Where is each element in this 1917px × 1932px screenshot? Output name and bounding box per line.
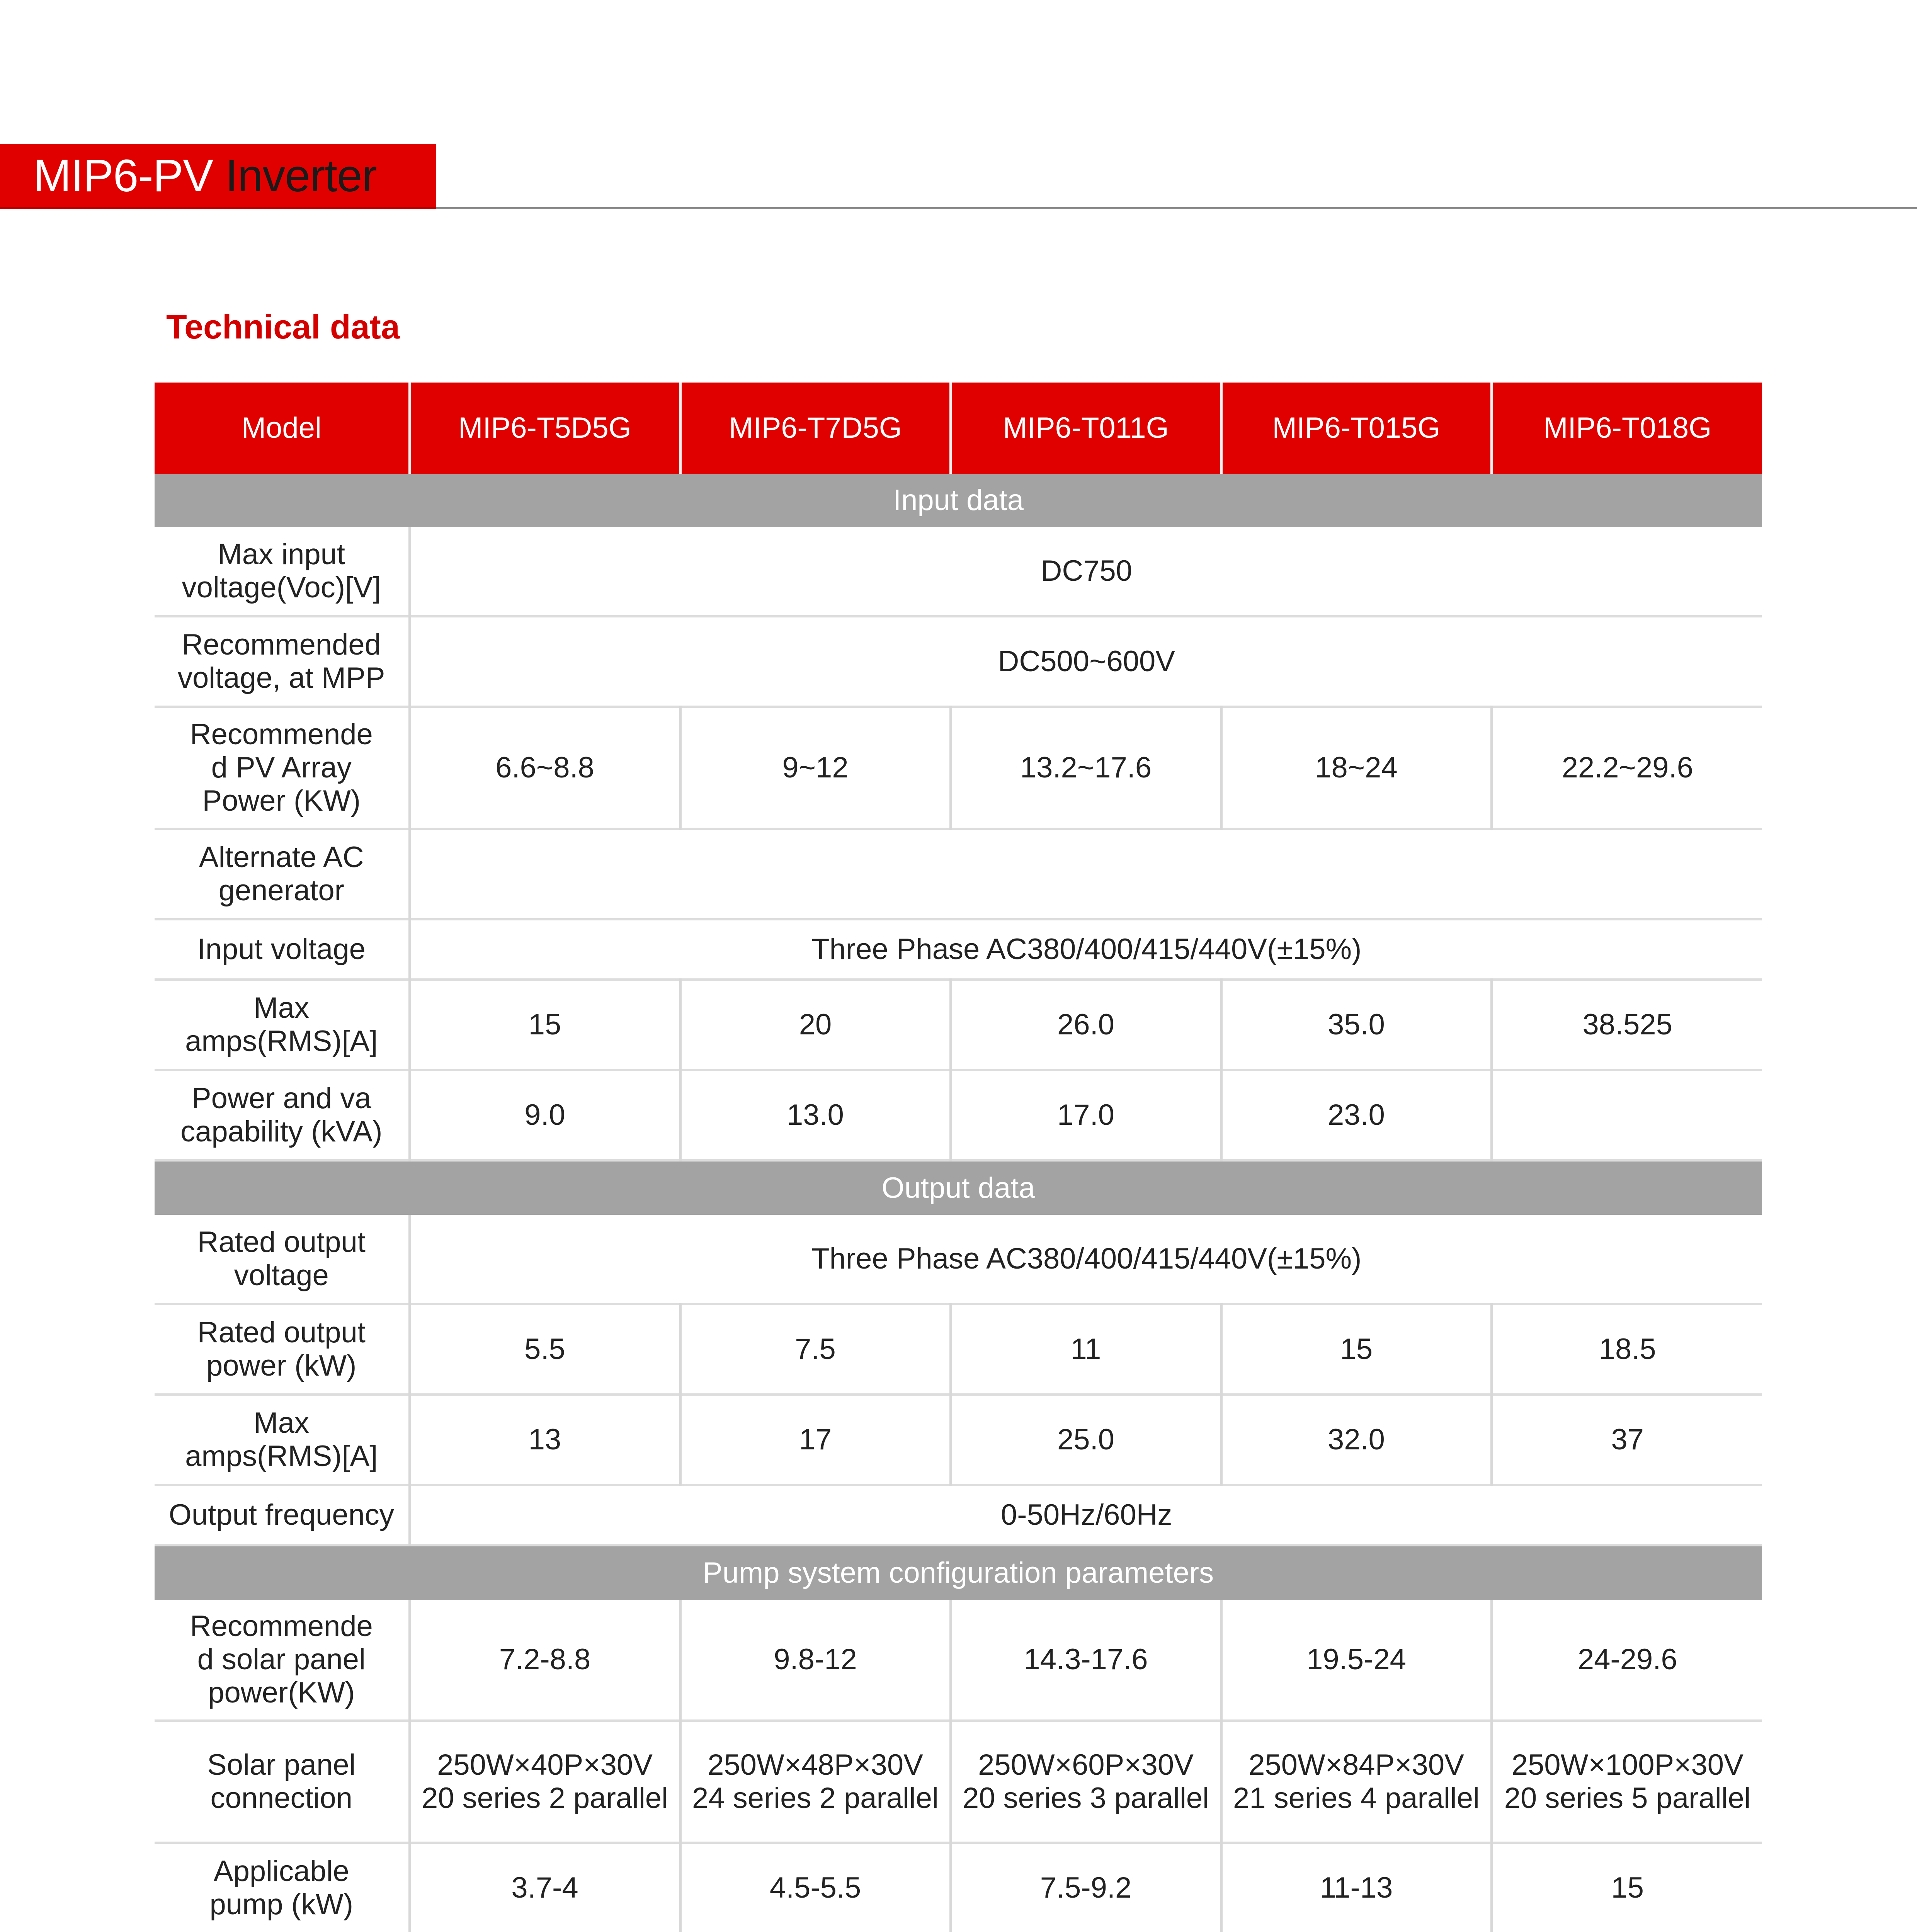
- table-cell: 37: [1492, 1395, 1762, 1485]
- table-cell: 17.0: [951, 1070, 1221, 1160]
- table-row: [155, 616, 1762, 707]
- table-row: [155, 1843, 1762, 1932]
- table-header-row: [155, 383, 1762, 474]
- row-label: Rated output voltage: [155, 1215, 410, 1304]
- table-cell: DC500~600V: [410, 616, 1762, 707]
- section-title: Technical data: [166, 308, 400, 346]
- page-title-product: Inverter: [225, 150, 377, 201]
- row-label: Max input voltage(Voc)[V]: [155, 527, 410, 616]
- row-label: Max amps(RMS)[A]: [155, 980, 410, 1070]
- header-model: MIP6-T015G: [1221, 383, 1492, 474]
- section-label: Pump system configuration parameters: [155, 1545, 1762, 1600]
- table-cell: 13.0: [680, 1070, 951, 1160]
- table-cell: 250W×40P×30V 20 series 2 parallel: [410, 1721, 680, 1843]
- table-cell: 3.7-4: [410, 1843, 680, 1932]
- section-row-pump: [155, 1545, 1762, 1600]
- table-cell: 14.3-17.6: [951, 1600, 1221, 1721]
- table-cell: 11: [951, 1304, 1221, 1395]
- header-divider: [436, 207, 1917, 209]
- table-cell: [410, 829, 1762, 919]
- row-label: Output frequency: [155, 1485, 410, 1545]
- table-row: [155, 1070, 1762, 1160]
- technical-data-table: [155, 383, 1762, 1932]
- header-model: MIP6-T018G: [1492, 383, 1762, 474]
- header-model: MIP6-T7D5G: [680, 383, 951, 474]
- header-model-label: Model: [155, 383, 410, 474]
- row-label: Recommende d solar panel power(KW): [155, 1600, 410, 1721]
- row-label: Recommende d PV Array Power (KW): [155, 707, 410, 829]
- table-cell: 13: [410, 1395, 680, 1485]
- table-cell: 25.0: [951, 1395, 1221, 1485]
- table-row: [155, 707, 1762, 829]
- table-cell: 24-29.6: [1492, 1600, 1762, 1721]
- table-cell: Three Phase AC380/400/415/440V(±15%): [410, 919, 1762, 980]
- row-label: Max amps(RMS)[A]: [155, 1395, 410, 1485]
- table-cell: 15: [410, 980, 680, 1070]
- table-cell: 26.0: [951, 980, 1221, 1070]
- section-label: Input data: [155, 474, 1762, 527]
- table-row: [155, 1304, 1762, 1395]
- row-label: Alternate AC generator: [155, 829, 410, 919]
- table-cell: 250W×84P×30V 21 series 4 parallel: [1221, 1721, 1492, 1843]
- table-cell: 7.5-9.2: [951, 1843, 1221, 1932]
- table-row: [155, 1600, 1762, 1721]
- table-cell: 19.5-24: [1221, 1600, 1492, 1721]
- table-cell: DC750: [410, 527, 1762, 616]
- table-cell: [1492, 1070, 1762, 1160]
- table-cell: 11-13: [1221, 1843, 1492, 1932]
- table-cell: 9~12: [680, 707, 951, 829]
- table-cell: 22.2~29.6: [1492, 707, 1762, 829]
- row-label: Input voltage: [155, 919, 410, 980]
- table-row: [155, 980, 1762, 1070]
- table-cell: 9.8-12: [680, 1600, 951, 1721]
- row-label: Power and va capability (kVA): [155, 1070, 410, 1160]
- table-cell: 250W×60P×30V 20 series 3 parallel: [951, 1721, 1221, 1843]
- page-title-model: MIP6-PV: [33, 150, 213, 201]
- table-cell: 6.6~8.8: [410, 707, 680, 829]
- table-cell: 20: [680, 980, 951, 1070]
- table-cell: 23.0: [1221, 1070, 1492, 1160]
- table-cell: 5.5: [410, 1304, 680, 1395]
- table-cell: 15: [1492, 1843, 1762, 1932]
- table-cell: 7.5: [680, 1304, 951, 1395]
- table-row: [155, 1395, 1762, 1485]
- table-cell: 13.2~17.6: [951, 707, 1221, 829]
- header-divider-red: [0, 207, 436, 209]
- table-row: [155, 1485, 1762, 1545]
- page-title-banner: [0, 144, 436, 208]
- section-row-input: [155, 474, 1762, 527]
- table-cell: 17: [680, 1395, 951, 1485]
- table-row: [155, 919, 1762, 980]
- table-cell: 250W×48P×30V 24 series 2 parallel: [680, 1721, 951, 1843]
- table-cell: 35.0: [1221, 980, 1492, 1070]
- row-label: Rated output power (kW): [155, 1304, 410, 1395]
- row-label: Applicable pump (kW): [155, 1843, 410, 1932]
- table-cell: 15: [1221, 1304, 1492, 1395]
- header-model: MIP6-T011G: [951, 383, 1221, 474]
- table-row: [155, 1215, 1762, 1304]
- table-cell: 9.0: [410, 1070, 680, 1160]
- table-row: [155, 1721, 1762, 1843]
- table-cell: 4.5-5.5: [680, 1843, 951, 1932]
- table-cell: Three Phase AC380/400/415/440V(±15%): [410, 1215, 1762, 1304]
- table-cell: 0-50Hz/60Hz: [410, 1485, 1762, 1545]
- table-row: [155, 829, 1762, 919]
- table-cell: 32.0: [1221, 1395, 1492, 1485]
- table-cell: 18.5: [1492, 1304, 1762, 1395]
- table-cell: 7.2-8.8: [410, 1600, 680, 1721]
- section-row-output: [155, 1160, 1762, 1215]
- table-cell: 250W×100P×30V 20 series 5 parallel: [1492, 1721, 1762, 1843]
- section-label: Output data: [155, 1160, 1762, 1215]
- table-cell: 18~24: [1221, 707, 1492, 829]
- table-cell: 38.525: [1492, 980, 1762, 1070]
- table-row: [155, 527, 1762, 616]
- header-model: MIP6-T5D5G: [410, 383, 680, 474]
- row-label: Solar panel connection: [155, 1721, 410, 1843]
- row-label: Recommended voltage, at MPP: [155, 616, 410, 707]
